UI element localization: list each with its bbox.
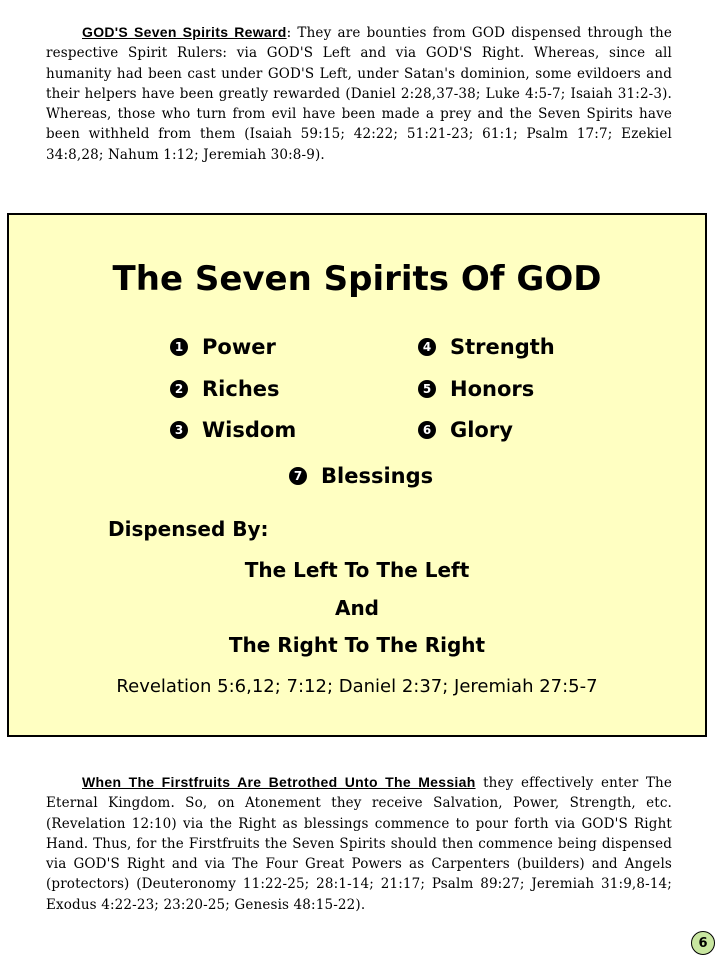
page-number-badge: 6 (691, 931, 715, 955)
spirit-label: Power (202, 335, 276, 359)
intro-lead: GOD'S Seven Spirits Reward (82, 24, 287, 40)
dispensed-by-heading: Dispensed By: (108, 517, 269, 541)
spirit-label: Riches (202, 377, 280, 401)
spirit-label: Wisdom (202, 418, 297, 442)
spirit-label: Strength (450, 335, 555, 359)
number-4-icon: 4 (418, 338, 436, 356)
spirit-item (418, 335, 555, 359)
spirit-label: Blessings (321, 464, 434, 488)
number-7-icon: 7 (289, 467, 307, 485)
spirit-item (418, 377, 534, 401)
left-to-left-line: The Left To The Left (244, 558, 470, 582)
intro-body: : They are bounties from GOD dispensed through the respective Spirit Rulers: via GOD'S Left and via GOD'S Right. Whereas, since all humanity had been cast under GOD'S Left, under Satan's dominion, some evildoers and their helpers have been greatly rewarded (Daniel 2:28,37-38; Luke 4:5-7; Isaiah 31:2-3). Whereas, those who turn from evil have been made a prey and the Seven Spirits have been withheld from them (Isaiah 59:15; 42:22; 51:21-23; 61:1; Psalm 17:7; Ezekiel 34:8,28; Nahum 1:12; Jeremiah 30:8-9). (46, 25, 672, 163)
spirit-item (289, 464, 433, 488)
closing-lead: When The Firstfruits Are Betrothed Unto The Messiah (82, 774, 476, 790)
number-5-icon: 5 (418, 380, 436, 398)
number-1-icon: 1 (170, 338, 188, 356)
number-3-icon: 3 (170, 421, 188, 439)
intro-paragraph (46, 22, 672, 165)
spirit-item (170, 377, 280, 401)
spirit-item (170, 335, 276, 359)
spirit-label: Honors (450, 377, 535, 401)
and-line: And (334, 596, 380, 620)
scripture-references: Revelation 5:6,12; 7:12; Daniel 2:37; Jeremiah 27:5-7 (116, 676, 598, 697)
spirit-item (418, 418, 513, 442)
number-2-icon: 2 (170, 380, 188, 398)
seven-spirits-box (7, 213, 707, 737)
number-6-icon: 6 (418, 421, 436, 439)
spirit-label: Glory (450, 418, 513, 442)
closing-body: they effectively enter The Eternal Kingdom. So, on Atonement they receive Salvation, Power, Strength, etc. (Revelation 12:10) via the Right as blessings commence to pour forth via GOD'S Right Hand. Thus, for the Firstfruits the Seven Spirits should then commence being dispensed via GOD'S Right and via The Four Great Powers as Carpenters (builders) and Angels (protectors) (Deuteronomy 11:22-25; 28:1-14; 21:17; Psalm 89:27; Jeremiah 31:9,8-14; Exodus 4:22-23; 23:20-25; Genesis 48:15-22). (46, 775, 672, 913)
box-title: The Seven Spirits Of GOD (112, 259, 602, 299)
closing-paragraph (46, 772, 672, 915)
spirit-item (170, 418, 296, 442)
right-to-right-line: The Right To The Right (228, 633, 486, 657)
